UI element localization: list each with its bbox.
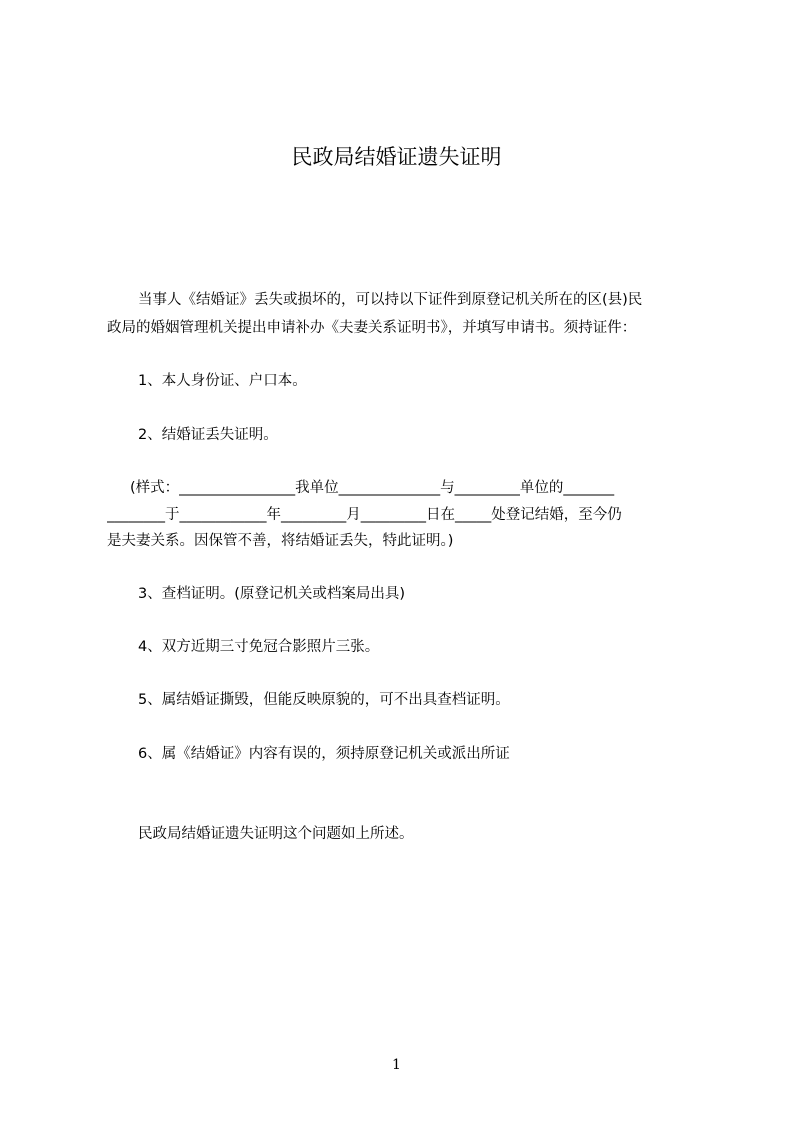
sample-line-1: (样式：________________我单位______________与_________单位的_______ — [130, 480, 615, 496]
sample-line-3: 是夫妻关系。因保管不善，将结婚证丢失，特此证明。) — [107, 533, 454, 549]
requirement-item-1: 1、本人身份证、户口本。 — [138, 373, 307, 389]
requirement-item-3: 3、查档证明。(原登记机关或档案局出具) — [138, 586, 406, 602]
intro-line-2: 政局的婚姻管理机关提出申请补办《夫妻关系证明书》，并填写申请书。须持证件： — [107, 320, 637, 336]
sample-line-2: ________于____________年_________月_________日在_____处登记结婚，至今仍 — [107, 507, 622, 523]
document-title: 民政局结婚证遗失证明 — [291, 145, 502, 169]
intro-line-1: 当事人《结婚证》丢失或损坏的，可以持以下证件到原登记机关所在的区(县)民 — [138, 292, 643, 308]
requirement-item-6: 6、属《结婚证》内容有误的，须持原登记机关或派出所证 — [138, 746, 510, 762]
conclusion-line: 民政局结婚证遗失证明这个问题如上所述。 — [138, 826, 414, 842]
requirement-item-4: 4、双方近期三寸免冠合影照片三张。 — [138, 639, 380, 655]
page-number: 1 — [392, 1057, 401, 1073]
requirement-item-2: 2、结婚证丢失证明。 — [138, 427, 278, 443]
requirement-item-5: 5、属结婚证撕毁，但能反映原貌的，可不出具查档证明。 — [138, 692, 510, 708]
